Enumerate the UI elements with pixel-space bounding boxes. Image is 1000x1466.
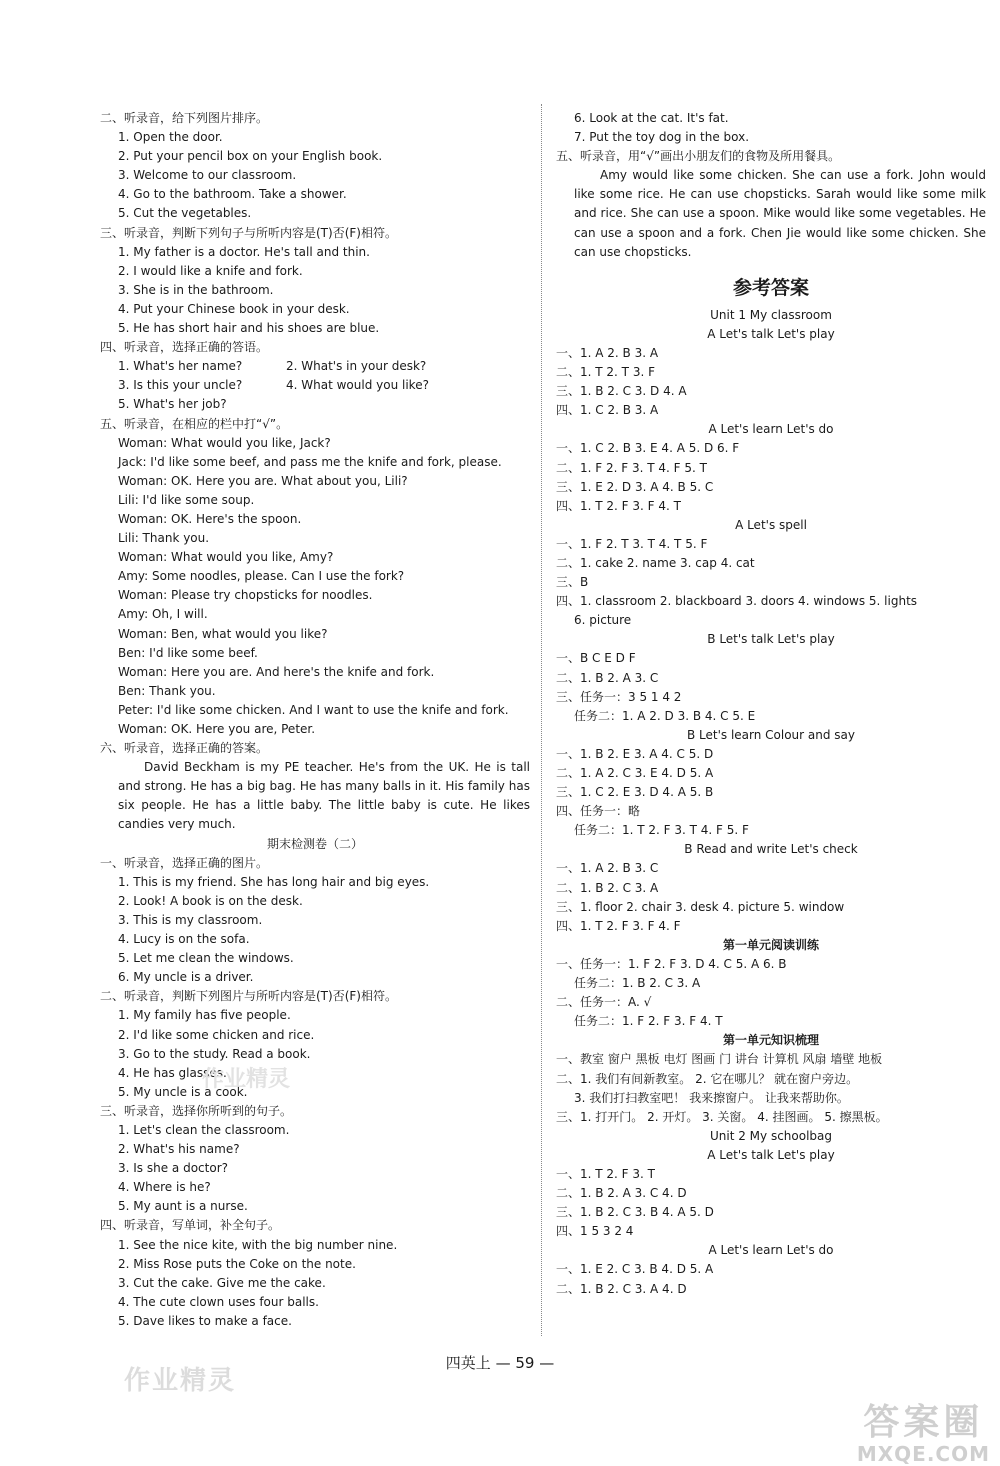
section-heading: 四、听录音，选择正确的答语。 xyxy=(100,340,269,355)
subheading: 期末检测卷（二） xyxy=(266,836,363,851)
text-line: 5. Cut the vegetables. xyxy=(118,206,252,221)
section-heading: 三、1. B 2. C 3. D 4. A xyxy=(556,384,687,399)
text-line: 5. My uncle is a cook. xyxy=(118,1084,248,1099)
section-heading: 一、B C E D F xyxy=(556,651,636,666)
subheading: Unit 1 My classroom xyxy=(710,307,832,322)
text-line: 4. He has glasses. xyxy=(118,1065,227,1080)
text-line: 1. My family has five people. xyxy=(118,1008,291,1023)
section-heading: 三、1. floor 2. chair 3. desk 4. picture 5. window xyxy=(556,899,845,914)
text-line: 4. Put your Chinese book in your desk. xyxy=(118,301,350,316)
section-heading: 三、1. C 2. E 3. D 4. A 5. B xyxy=(556,785,714,800)
text-line: 4. Where is he? xyxy=(118,1180,211,1195)
section-heading: 四、任务一：略 xyxy=(556,804,641,819)
text-line: 6. picture xyxy=(574,613,632,628)
subheading: A Let's learn Let's do xyxy=(708,422,834,437)
section-heading: 一、1. A 2. B 3. C xyxy=(556,861,659,876)
text-line: 2. I would like a knife and fork. xyxy=(118,263,303,278)
text-line: Woman: OK. Here you are, Peter. xyxy=(118,722,316,736)
section-heading: 一、1. C 2. B 3. E 4. A 5. D 6. F xyxy=(556,441,740,456)
section-heading: 二、1. B 2. C 3. A xyxy=(556,880,659,895)
section-heading: 三、听录音，判断下列句子与所听内容是(T)否(F)相符。 xyxy=(100,225,397,240)
text-line: 1. Let's clean the classroom. xyxy=(118,1122,290,1137)
corner-logo xyxy=(857,1404,990,1466)
text-line: 2. What's his name? xyxy=(118,1142,240,1157)
text-line: 2. Miss Rose puts the Coke on the note. xyxy=(118,1256,356,1271)
left-column xyxy=(100,109,530,1331)
text-line: 6. My uncle is a driver. xyxy=(118,970,254,985)
subheading: B Let's learn Colour and say xyxy=(686,727,856,742)
text-line: 6. Look at the cat. It's fat. xyxy=(574,111,729,125)
question-text: 2. What's in your desk? xyxy=(286,359,427,374)
question-text: 4. What would you like? xyxy=(286,378,429,393)
section-heading: 四、1. T 2. F 3. F 4. F xyxy=(556,918,681,933)
section-heading: 四、1 5 3 2 4 xyxy=(556,1224,634,1239)
column-divider xyxy=(541,104,542,1336)
passage: David Beckham is my PE teacher. He's from the UK. He is tall and strong. He has a big bag. He has many balls in it. His family has six people. He has a little baby. The little baby is cute. He likes candies very much. xyxy=(118,760,530,832)
text-line: 7. Put the toy dog in the box. xyxy=(574,130,750,145)
text-line: 5. Dave likes to make a face. xyxy=(118,1313,292,1328)
right-column xyxy=(556,109,986,1299)
subheading: A Let's talk Let's play xyxy=(707,326,835,341)
section-heading: 二、听录音，判断下列图片与所听内容是(T)否(F)相符。 xyxy=(100,989,397,1004)
text-line: 1. My father is a doctor. He's tall and thin. xyxy=(118,244,370,259)
section-heading: 一、任务一：1. F 2. F 3. D 4. C 5. A 6. B xyxy=(556,956,787,971)
section-heading: 六、听录音，选择正确的答案。 xyxy=(100,741,269,756)
section-heading: 一、1. E 2. C 3. B 4. D 5. A xyxy=(556,1262,714,1277)
text-line: Jack: I'd like some beef, and pass me the knife and fork, please. xyxy=(118,454,502,469)
section-heading: 二、1. F 2. F 3. T 4. F 5. T xyxy=(556,460,707,475)
section-heading: 二、1. A 2. C 3. E 4. D 5. A xyxy=(556,766,714,780)
subheading: A Let's spell xyxy=(735,517,807,532)
question-pair xyxy=(100,376,530,395)
text-line: Woman: What would you like, Amy? xyxy=(118,550,334,565)
text-line: Woman: What would you like, Jack? xyxy=(118,435,331,450)
section-heading: 二、1. T 2. T 3. F xyxy=(556,365,655,380)
section-heading: 二、1. cake 2. name 3. cap 4. cat xyxy=(556,555,755,570)
text-line: Amy: Some noodles, please. Can I use the fork? xyxy=(118,569,405,584)
text-line: 2. Look! A book is on the desk. xyxy=(118,893,303,908)
text-line: 3. Welcome to our classroom. xyxy=(118,168,297,183)
section-heading: 一、1. B 2. E 3. A 4. C 5. D xyxy=(556,746,714,761)
section-heading: 五、听录音，用“√”画出小朋友们的食物及所用餐具。 xyxy=(556,149,841,164)
text-line: 5. What's her job? xyxy=(118,397,227,412)
subheading: B Let's talk Let's play xyxy=(707,632,835,647)
logo-text: 答案圈 xyxy=(863,1402,984,1443)
section-heading: 二、任务一：A. √ xyxy=(556,995,652,1010)
logo-url: MXQE.COM xyxy=(856,1442,990,1466)
subheading: B Read and write Let's check xyxy=(684,842,858,857)
watermark-stamp: 作业精灵 xyxy=(124,1366,237,1396)
text-line: 1. This is my friend. She has long hair and big eyes. xyxy=(118,874,430,889)
text-line: 任务二：1. B 2. C 3. A xyxy=(574,976,701,991)
section-heading: 二、1. B 2. A 3. C 4. D xyxy=(556,1186,687,1201)
section-heading: 三、任务一：3 5 1 4 2 xyxy=(556,689,682,704)
section-heading: 五、听录音，在相应的栏中打“√”。 xyxy=(100,416,289,431)
answers-title: 参考答案 xyxy=(732,276,809,299)
section-heading: 四、1. classroom 2. blackboard 3. doors 4. windows 5. lights xyxy=(556,594,918,609)
text-line: Peter: I'd like some chicken. And I want to use the knife and fork. xyxy=(118,702,509,717)
section-heading: 三、1. B 2. C 3. B 4. A 5. D xyxy=(556,1205,714,1220)
text-line: Woman: OK. Here's the spoon. xyxy=(118,511,302,526)
question-text: 1. What's her name? xyxy=(118,359,243,374)
page-footer: 四英上 — 59 — xyxy=(445,1354,555,1372)
watermark-faint: 作业精灵 xyxy=(202,1067,291,1092)
text-line: 5. He has short hair and his shoes are blue. xyxy=(118,321,380,336)
text-line: 3. This is my classroom. xyxy=(118,912,263,927)
section-heading: 二、1. B 2. C 3. A 4. D xyxy=(556,1281,687,1296)
text-line: 4. Go to the bathroom. Take a shower. xyxy=(118,187,347,202)
section-heading: 一、1. F 2. T 3. T 4. T 5. F xyxy=(556,536,708,551)
section-heading: 四、1. C 2. B 3. A xyxy=(556,403,659,418)
section-heading: 一、听录音，选择正确的图片。 xyxy=(100,855,269,870)
section-heading: 二、1. B 2. A 3. C xyxy=(556,670,659,685)
text-line: Woman: OK. Here you are. What about you, Lili? xyxy=(118,473,408,488)
section-heading: 四、1. T 2. F 3. F 4. T xyxy=(556,498,681,513)
text-line: Woman: Ben, what would you like? xyxy=(118,626,328,641)
text-line: 3. Go to the study. Read a book. xyxy=(118,1046,311,1061)
section-heading: 三、听录音，选择你所听到的句子。 xyxy=(100,1103,293,1118)
section-heading: 一、教室 窗户 黑板 电灯 图画 门 讲台 计算机 风扇 墙壁 地板 xyxy=(556,1052,883,1067)
text-line: Woman: Please try chopsticks for noodles. xyxy=(118,588,373,603)
text-line: 4. Lucy is on the sofa. xyxy=(118,932,250,947)
subheading: Unit 2 My schoolbag xyxy=(709,1128,833,1143)
subheading: A Let's learn Let's do xyxy=(708,1243,834,1258)
text-line: 1. Open the door. xyxy=(118,130,223,145)
text-line: 4. The cute clown uses four balls. xyxy=(118,1294,319,1309)
subheading: 第一单元阅读训练 xyxy=(722,937,819,952)
text-line: Ben: I'd like some beef. xyxy=(118,645,258,660)
text-line: Amy: Oh, I will. xyxy=(118,607,208,622)
passage: Amy would like some chicken. She can use a fork. John would like some rice. He can use chopsticks. Sarah would like some milk and rice. She can use a spoon. Mike would like some vegetables. He can use a spoon and a fork. Chen Jie would like some chicken. She can use chopsticks. xyxy=(574,168,986,259)
text-line: 3. 我们打扫教室吧！ 我来擦窗户。 让我来帮助你。 xyxy=(574,1090,849,1105)
text-line: Woman: Here you are. And here's the knife and fork. xyxy=(118,664,435,679)
text-line: 2. I'd like some chicken and rice. xyxy=(118,1027,315,1042)
text-line: 5. My aunt is a nurse. xyxy=(118,1199,248,1214)
question-pair xyxy=(100,357,530,376)
subheading: 第一单元知识梳理 xyxy=(722,1033,819,1048)
section-heading: 三、1. 打开门。 2. 开灯。 3. 关窗。 4. 挂图画。 5. 擦黑板。 xyxy=(556,1109,888,1124)
text-line: 3. She is in the bathroom. xyxy=(118,282,274,297)
section-heading: 二、听录音，给下列图片排序。 xyxy=(100,111,269,125)
text-line: 5. Let me clean the windows. xyxy=(118,951,294,966)
text-line: 2. Put your pencil box on your English book. xyxy=(118,149,383,164)
section-heading: 三、1. E 2. D 3. A 4. B 5. C xyxy=(556,479,714,494)
text-line: 1. See the nice kite, with the big number nine. xyxy=(118,1237,398,1252)
text-line: 3. Is she a doctor? xyxy=(118,1161,228,1176)
text-line: 任务二：1. T 2. F 3. T 4. F 5. F xyxy=(574,823,749,838)
text-line: 任务二：1. A 2. D 3. B 4. C 5. E xyxy=(574,708,756,723)
text-line: Lili: Thank you. xyxy=(118,531,210,546)
question-text: 3. Is this your uncle? xyxy=(118,378,243,393)
section-heading: 一、1. T 2. F 3. T xyxy=(556,1166,655,1181)
section-heading: 二、1. 我们有间新教室。 2. 它在哪儿？ 就在窗户旁边。 xyxy=(556,1071,859,1086)
text-line: Ben: Thank you. xyxy=(118,683,216,698)
text-line: Lili: I'd like some soup. xyxy=(118,492,255,507)
section-heading: 三、B xyxy=(556,575,589,590)
subheading: A Let's talk Let's play xyxy=(707,1147,835,1162)
section-heading: 四、听录音，写单词，补全句子。 xyxy=(100,1218,281,1233)
text-line: 任务二：1. F 2. F 3. F 4. T xyxy=(574,1014,723,1029)
text-line: 3. Cut the cake. Give me the cake. xyxy=(118,1275,326,1290)
section-heading: 一、1. A 2. B 3. A xyxy=(556,345,659,360)
